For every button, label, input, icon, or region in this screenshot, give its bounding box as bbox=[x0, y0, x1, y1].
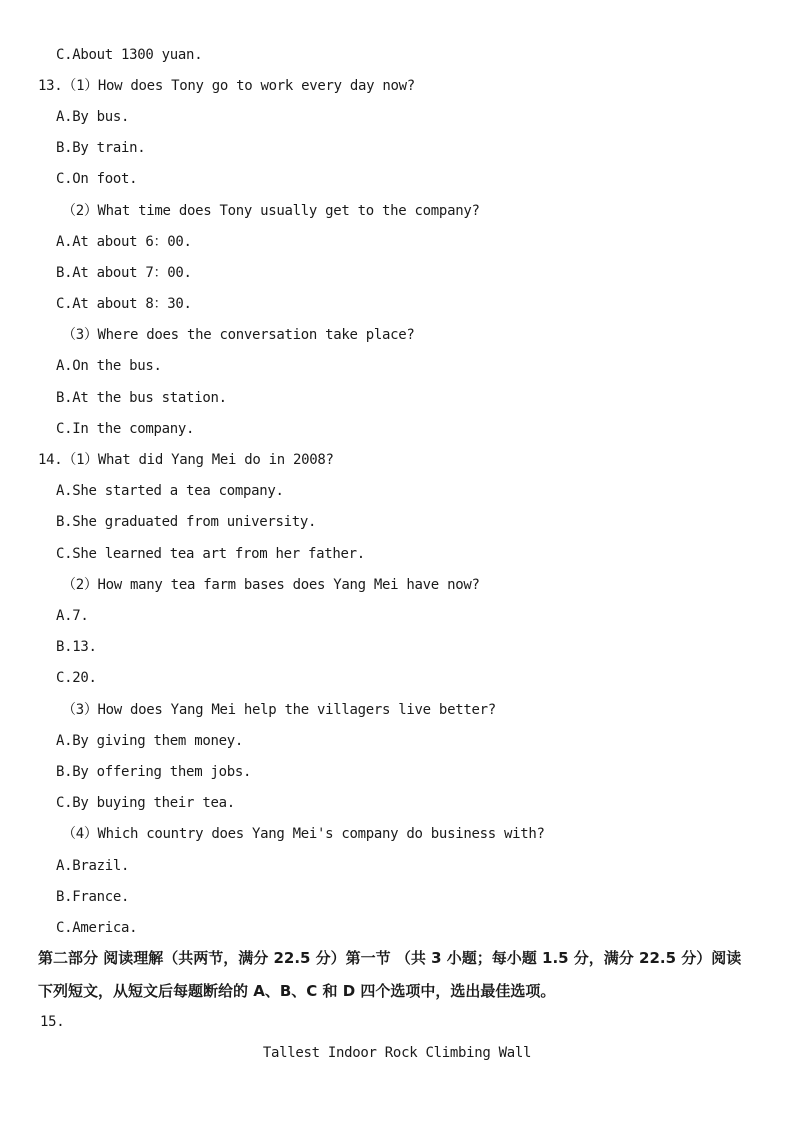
option-13-2-a: A.At about 6：00. bbox=[56, 234, 192, 250]
option-13-3-c: C.In the company. bbox=[56, 421, 195, 437]
option-13-2-c: C.At about 8：30. bbox=[56, 296, 192, 312]
question-14-1: 14.（1）What did Yang Mei do in 2008? bbox=[38, 452, 334, 468]
option-13-2-b: B.At about 7：00. bbox=[56, 265, 192, 281]
option-14-1-b: B.She graduated from university. bbox=[56, 514, 317, 530]
question-14-3: （3）How does Yang Mei help the villagers live better? bbox=[62, 702, 496, 718]
question-14-4: （4）Which country does Yang Mei's company do business with? bbox=[62, 826, 545, 842]
option-14-1-c: C.She learned tea art from her father. bbox=[56, 546, 365, 562]
question-15-number: 15. bbox=[40, 1014, 65, 1030]
option-13-3-a: A.On the bus. bbox=[56, 358, 162, 374]
option-13-1-b: B.By train. bbox=[56, 140, 146, 156]
option-14-4-c: C.America. bbox=[56, 920, 138, 936]
question-13-1: 13.（1）How does Tony go to work every day now? bbox=[38, 78, 415, 94]
option-14-3-c: C.By buying their tea. bbox=[56, 795, 235, 811]
section-heading-line-2: 下列短文，从短文后每题断给的 A、B、C 和 D 四个选项中，选出最佳选项。 bbox=[38, 982, 556, 1000]
question-13-3: （3）Where does the conversation take place? bbox=[62, 327, 415, 343]
option-14-4-a: A.Brazil. bbox=[56, 858, 130, 874]
option-13-3-b: B.At the bus station. bbox=[56, 390, 227, 406]
option-14-2-a: A.7. bbox=[56, 608, 89, 624]
option-14-3-a: A.By giving them money. bbox=[56, 733, 243, 749]
option-12-c: C.About 1300 yuan. bbox=[56, 47, 203, 63]
option-14-2-b: B.13. bbox=[56, 639, 97, 655]
option-14-1-a: A.She started a tea company. bbox=[56, 483, 284, 499]
option-14-4-b: B.France. bbox=[56, 889, 130, 905]
option-14-2-c: C.20. bbox=[56, 670, 97, 686]
question-13-2: （2）What time does Tony usually get to the company? bbox=[62, 203, 480, 219]
question-14-2: （2）How many tea farm bases does Yang Mei have now? bbox=[62, 577, 480, 593]
option-13-1-a: A.By bus. bbox=[56, 109, 130, 125]
option-13-1-c: C.On foot. bbox=[56, 171, 138, 187]
section-heading-line-1: 第二部分 阅读理解（共两节，满分 22.5 分）第一节 （共 3 小题；每小题 1.5 分，满分 22.5 分）阅读 bbox=[38, 949, 742, 967]
option-14-3-b: B.By offering them jobs. bbox=[56, 764, 252, 780]
passage-title: Tallest Indoor Rock Climbing Wall bbox=[262, 1045, 532, 1061]
